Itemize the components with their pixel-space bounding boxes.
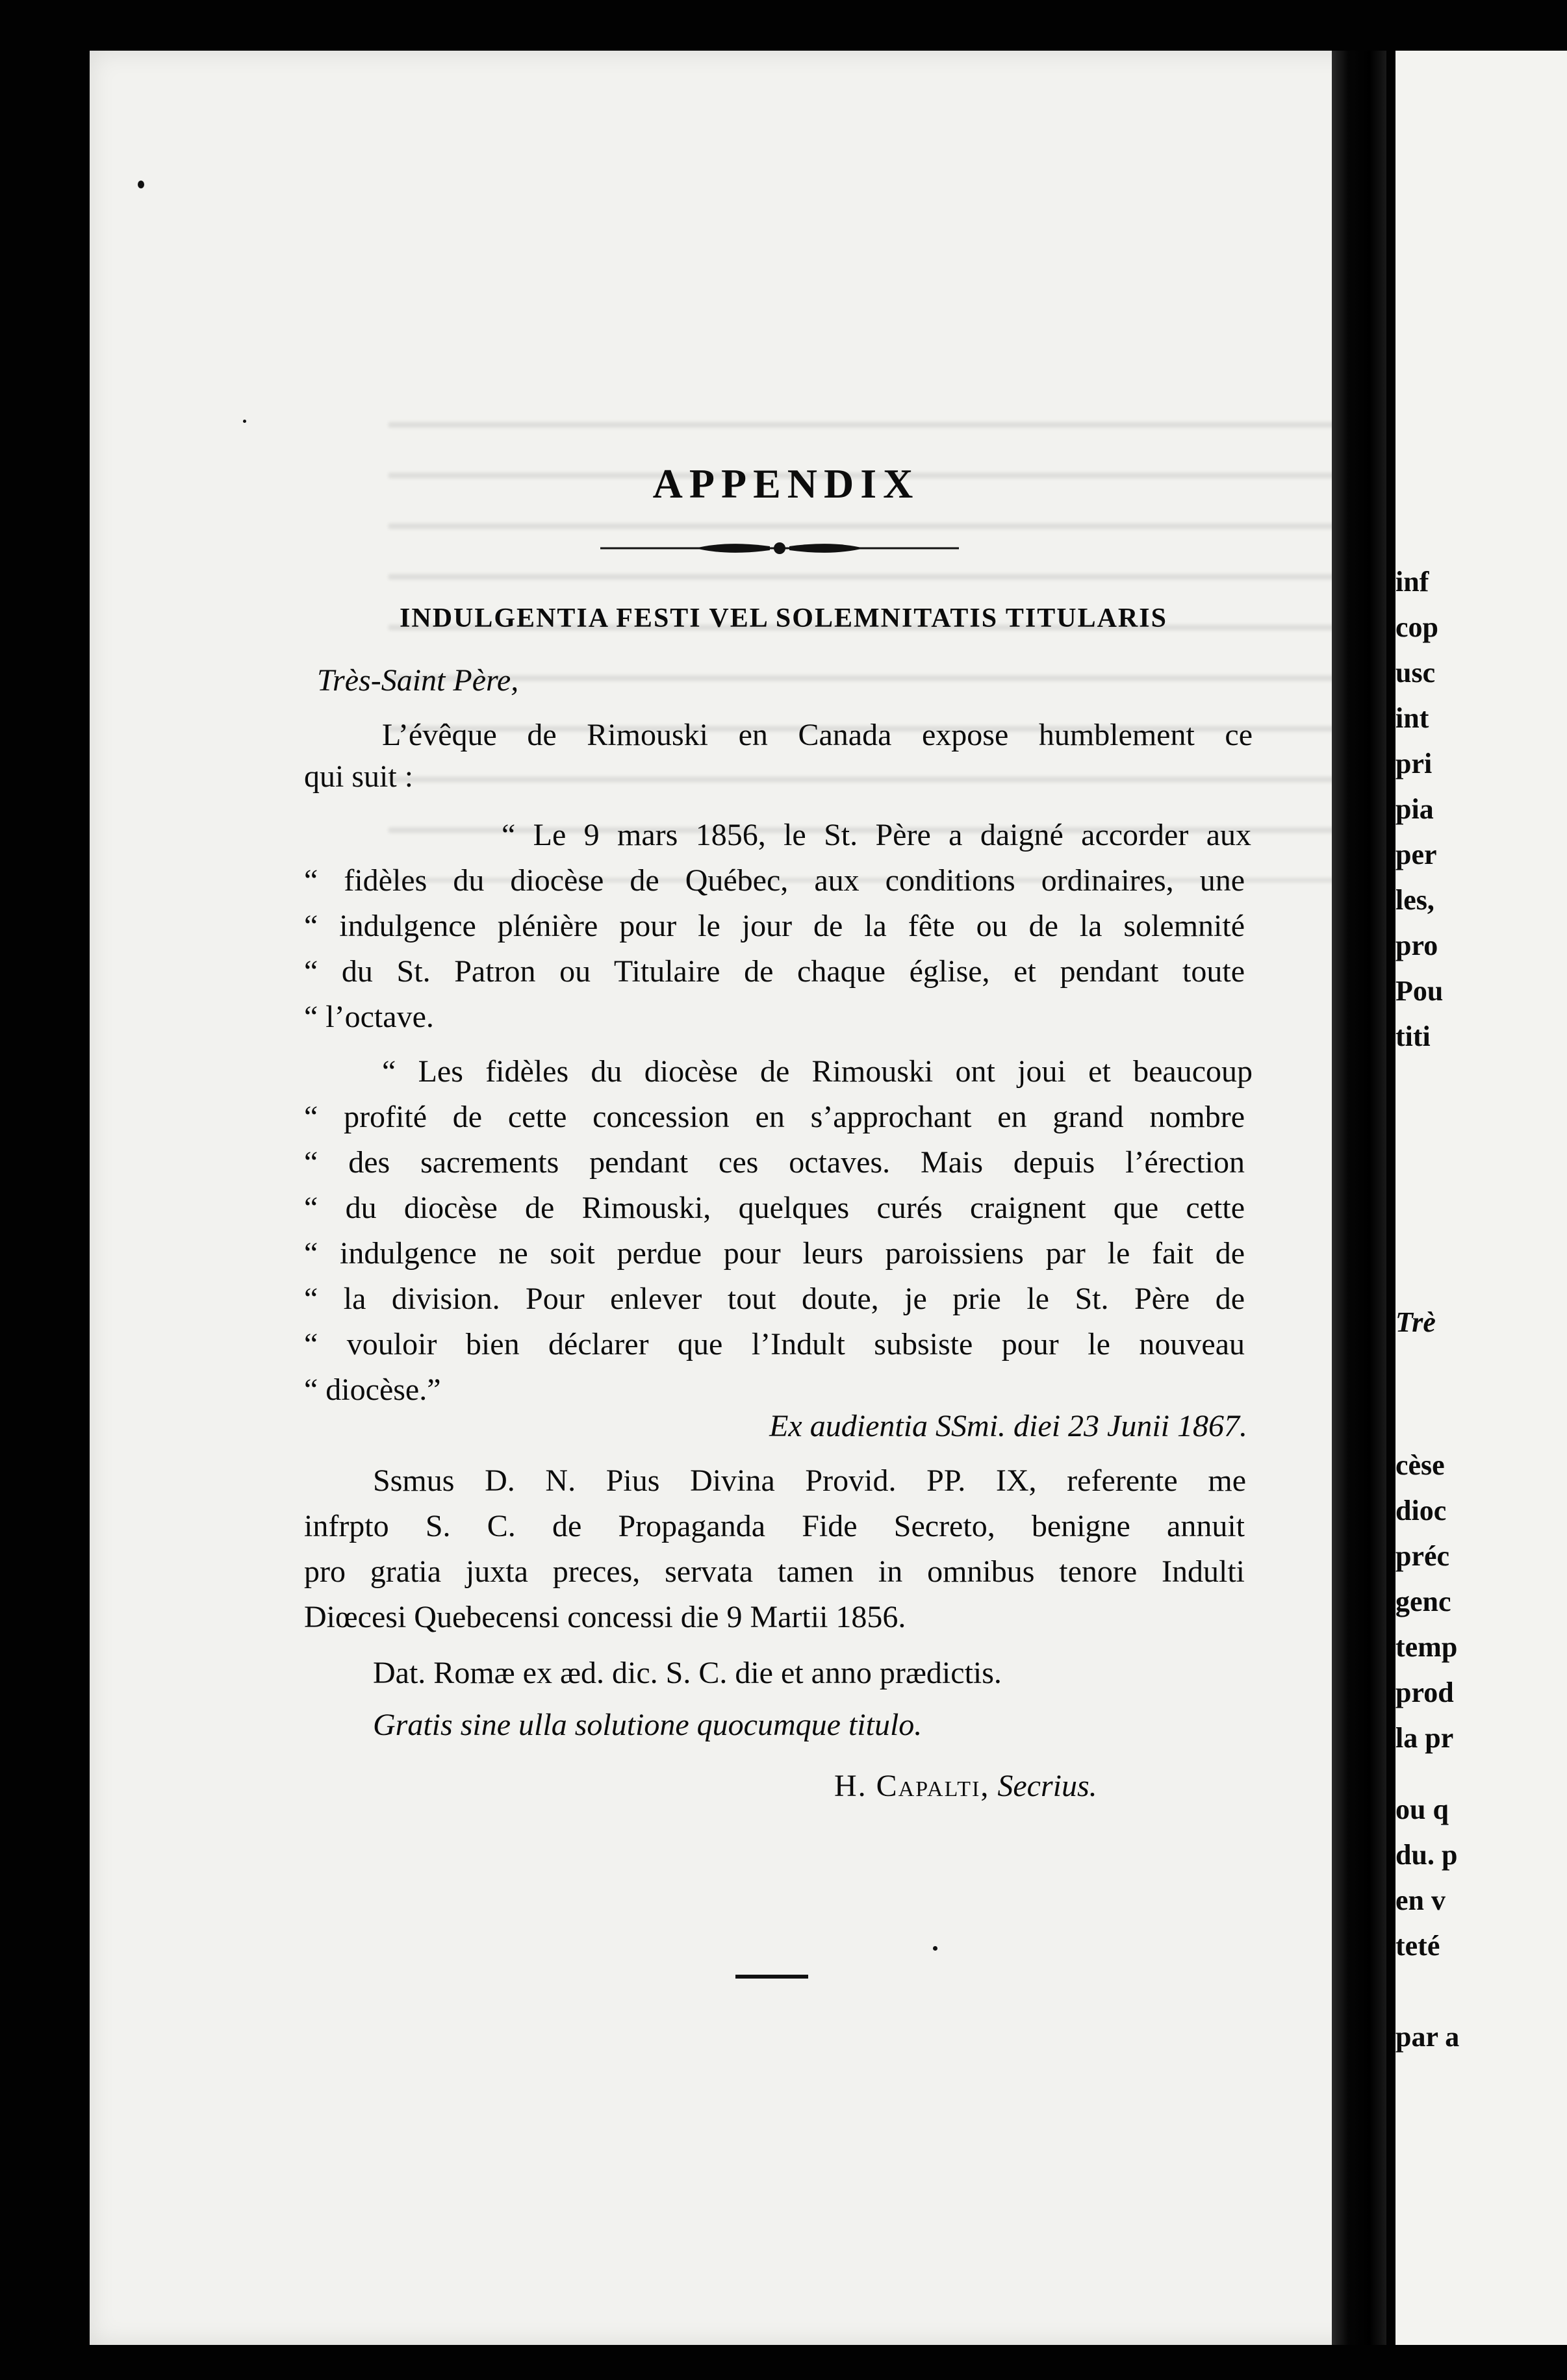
text-line: “ diocèse.” (304, 1373, 441, 1407)
text-line: Ssmus D. N. Pius Divina Provid. PP. IX, referente me (373, 1463, 1246, 1498)
facing-fragment: temp (1395, 1631, 1458, 1663)
speck (933, 1946, 937, 1951)
facing-fragment: par a (1395, 2021, 1460, 2053)
facing-fragment: ou q (1395, 1793, 1449, 1825)
audience-date: Ex audientia SSmi. diei 23 Junii 1867. (769, 1409, 1247, 1443)
salutation: Très-Saint Père, (317, 663, 519, 698)
text-line: “ la division. Pour enlever tout doute, je prie le St. Père de (304, 1282, 1245, 1316)
text-line: Dat. Romæ ex æd. dic. S. C. die et anno prædictis. (373, 1656, 1002, 1690)
facing-fragment: Trè (1395, 1306, 1436, 1338)
facing-fragment: inf (1395, 566, 1429, 598)
speck (243, 420, 246, 423)
text-line: L’évêque de Rimouski en Canada expose humblement ce (382, 718, 1253, 752)
text-line: “ vouloir bien déclarer que l’Indult subsiste pour le nouveau (304, 1327, 1245, 1361)
ornament-rule (598, 535, 962, 561)
text-line: “ fidèles du diocèse de Québec, aux conditions ordinaires, une (304, 863, 1245, 898)
text-line: qui suit : (304, 759, 414, 794)
facing-fragment: teté (1395, 1930, 1440, 1962)
facing-fragment: int (1395, 702, 1429, 734)
text-line: pro gratia juxta preces, servata tamen in omnibus tenore Indulti (304, 1554, 1245, 1589)
book-gutter (1332, 51, 1386, 2345)
facing-fragment: per (1395, 839, 1437, 870)
text-line: infrpto S. C. de Propaganda Fide Secreto, benigne annuit (304, 1509, 1245, 1543)
signature-name: H. Capalti, (834, 1769, 990, 1803)
text-line: “ Le 9 mars 1856, le St. Père a daigné accorder aux (502, 818, 1251, 852)
section-heading: INDULGENTIA FESTI VEL SOLEMNITATIS TITULARIS (400, 603, 1167, 633)
facing-page (1395, 51, 1567, 2345)
facing-fragment: prod (1395, 1677, 1454, 1708)
text-line: “ profité de cette concession en s’approchant en grand nombre (304, 1100, 1245, 1134)
speck (138, 181, 144, 188)
text-line: “ du St. Patron ou Titulaire de chaque église, et pendant toute (304, 954, 1245, 989)
text-line: Gratis sine ulla solutione quocumque titulo. (373, 1708, 923, 1742)
text-line: Diœcesi Quebecensi concessi die 9 Martii 1856. (304, 1600, 906, 1634)
facing-fragment: en v (1395, 1884, 1446, 1916)
facing-fragment: usc (1395, 657, 1436, 689)
facing-fragment: les, (1395, 884, 1434, 916)
page-title: APPENDIX (652, 461, 920, 507)
facing-fragment: cop (1395, 611, 1438, 643)
facing-fragment: Pou (1395, 975, 1444, 1007)
facing-fragment: la pr (1395, 1722, 1454, 1754)
facing-fragment: pia (1395, 793, 1434, 825)
facing-fragment: pri (1395, 748, 1433, 779)
text-line: “ indulgence plénière pour le jour de la fête ou de la solemnité (304, 909, 1245, 943)
signature-title: Secrius. (997, 1769, 1097, 1803)
facing-fragment: dioc (1395, 1495, 1447, 1526)
text-line: “ du diocèse de Rimouski, quelques curés craignent que cette (304, 1191, 1245, 1225)
text-line: “ des sacrements pendant ces octaves. Mais depuis l’érection (304, 1145, 1245, 1180)
text-line: “ l’octave. (304, 1000, 434, 1034)
facing-fragment: du. p (1395, 1839, 1458, 1871)
text-line: “ indulgence ne soit perdue pour leurs paroissiens par le fait de (304, 1236, 1245, 1271)
facing-fragment: genc (1395, 1586, 1451, 1617)
facing-fragment: cèse (1395, 1449, 1445, 1481)
facing-fragment: titi (1395, 1020, 1431, 1052)
facing-fragment: préc (1395, 1540, 1450, 1572)
end-rule (735, 1975, 808, 1979)
signature (834, 1767, 1224, 1806)
facing-fragment: pro (1395, 930, 1438, 961)
text-line: “ Les fidèles du diocèse de Rimouski ont joui et beaucoup (382, 1054, 1253, 1089)
